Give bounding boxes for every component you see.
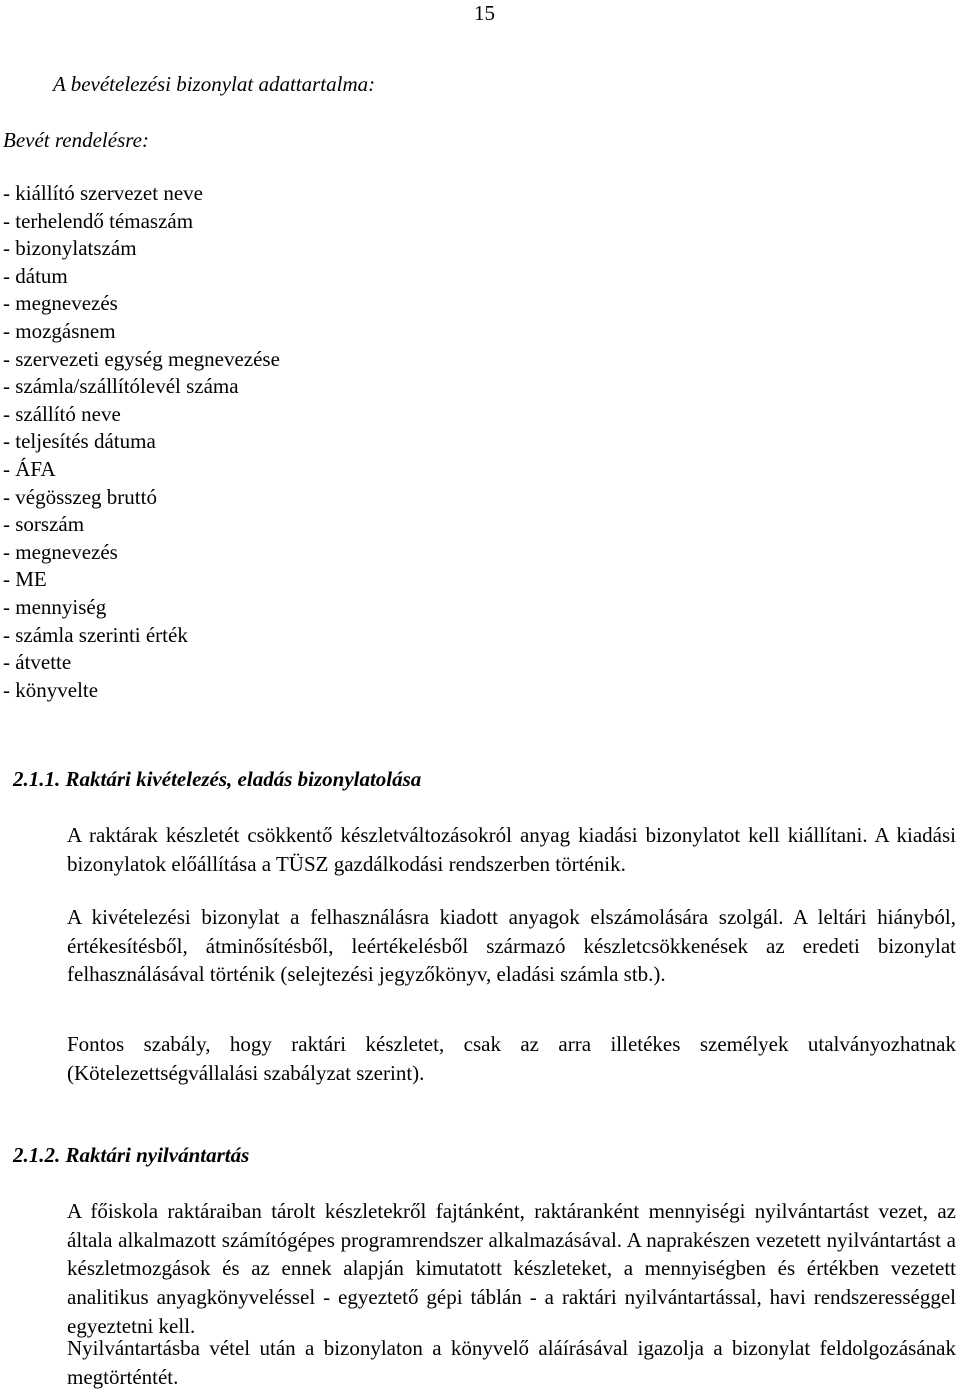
- list-item: - könyvelte: [3, 677, 99, 702]
- list-item: - átvette: [3, 650, 72, 675]
- subheading: Bevét rendelésre:: [3, 128, 149, 152]
- page-number: 15: [474, 1, 495, 25]
- section-number: 2.1.2.: [13, 1143, 61, 1167]
- section-heading-2-1-2: [13, 1142, 249, 1168]
- list-item: - teljesítés dátuma: [3, 429, 156, 454]
- list-item: - kiállító szervezet neve: [3, 181, 203, 205]
- section-number: 2.1.1.: [13, 767, 61, 791]
- list-item: - dátum: [3, 263, 68, 288]
- list-item: - ÁFA: [3, 456, 56, 481]
- list-item: - számla/szállítólevél száma: [3, 374, 239, 399]
- intro-text: A bevételezési bizonylat adattartalma:: [53, 72, 376, 96]
- list-item: - mozgásnem: [3, 318, 116, 343]
- list-item: - végösszeg bruttó: [3, 484, 157, 509]
- list-item: - terhelendő témaszám: [3, 208, 194, 233]
- paragraph: A raktárak készletét csökkentő készletváltozásokról anyag kiadási bizonylatot kell kiállítani. A kiadási bizonylatok előállítása a TÜSZ gazdálkodási rendszerben történik.: [67, 823, 956, 876]
- section-title: Raktári nyilvántartás: [65, 1143, 250, 1167]
- list-item: - bizonylatszám: [3, 236, 137, 261]
- list-item: - mennyiség: [3, 594, 107, 619]
- list-item: - ME: [3, 567, 47, 592]
- list-item: - megnevezés: [3, 291, 118, 316]
- paragraph: Fontos szabály, hogy raktári készletet, csak az arra illetékes személyek utalványozhatnak (Kötelezettségvállalási szabályzat szerint).: [67, 1032, 956, 1085]
- paragraph: A kivételezési bizonylat a felhasználásra kiadott anyagok elszámolására szolgál. A leltári hiányból, értékesítésből, átminősítésből, leértékelésből származó készletcsökkenések az eredeti bizonylat felhasználásával történik (selejtezési jegyzőkönyv, eladási számla stb.).: [67, 905, 956, 987]
- list-item: - szervezeti egység megnevezése: [3, 346, 280, 371]
- section-heading-2-1-1: [13, 766, 421, 792]
- paragraph: Nyilvántartásba vétel után a bizonylaton a könyvelő aláírásával igazolja a bizonylat feldolgozásának megtörténtét.: [67, 1336, 956, 1389]
- field-list: [3, 180, 280, 704]
- section-title: Raktári kivételezés, eladás bizonylatolása: [65, 767, 422, 791]
- list-item: - számla szerinti érték: [3, 622, 188, 647]
- list-item: - szállító neve: [3, 401, 121, 426]
- list-item: - sorszám: [3, 512, 85, 537]
- paragraph: A főiskola raktáraiban tárolt készletekről fajtánként, raktáranként mennyiségi nyilvántartást vezet, az általa alkalmazott számítógépes programrendszer alkalmazásával. A naprakészen vezetett nyilvántartást a készletmozgások és az ennek alapján kimutatott készleteket, a mennyiségben és értékben vezetett analitikus anyagkönyveléssel - egyeztető gépi táblán - a raktári nyilvántartással, havi rendszerességgel egyeztetni kell.: [67, 1199, 956, 1338]
- list-item: - megnevezés: [3, 539, 118, 564]
